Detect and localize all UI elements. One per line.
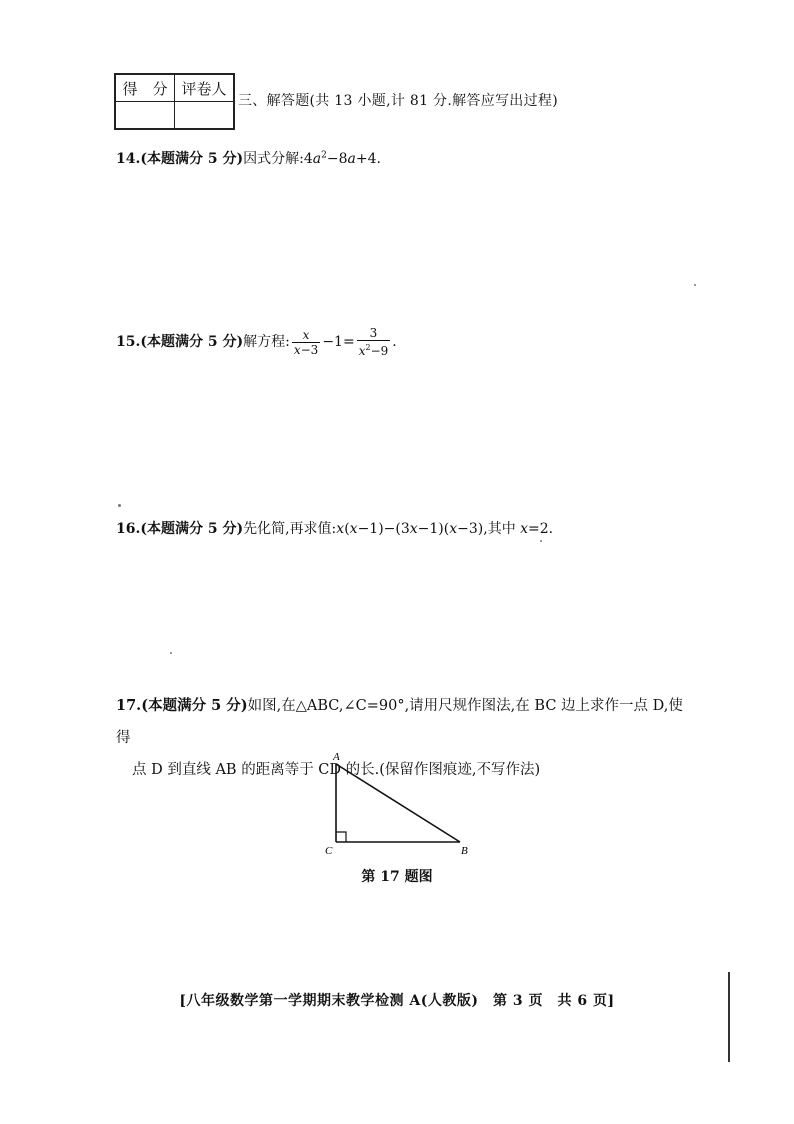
question-text-line2: 点 D 到直线 AB 的距离等于 CD 的长.(保留作图痕迹,不写作法) bbox=[132, 762, 541, 778]
question-points: (本题满分 5 分) bbox=[140, 521, 244, 537]
side-ab bbox=[336, 764, 460, 842]
question-text-line1: 如图,在△ABC,∠C=90°,请用尺规作图法,在 BC 边上求作一点 D,使得 bbox=[116, 698, 683, 746]
question-number: 17. bbox=[116, 697, 142, 714]
question-16 bbox=[116, 518, 553, 538]
question-number: 16. bbox=[116, 521, 141, 537]
scan-speck bbox=[694, 284, 696, 286]
label-a: A bbox=[333, 751, 340, 763]
score-header: 得 分 bbox=[115, 74, 175, 102]
figure-caption: 第 17 题图 bbox=[361, 869, 433, 885]
grader-header: 评卷人 bbox=[175, 74, 235, 102]
scan-speck bbox=[118, 504, 121, 507]
question-number: 14. bbox=[116, 151, 141, 167]
math-equation: $\frac{x}{x-3}$ −1= $\frac{3}{x^2-9}$ . bbox=[293, 326, 397, 358]
question-15 bbox=[116, 326, 397, 358]
score-table bbox=[114, 73, 235, 130]
right-angle-mark bbox=[336, 832, 346, 842]
margin-line bbox=[728, 972, 730, 1062]
label-b: B bbox=[461, 845, 468, 857]
section-heading: 三、解答题(共 13 小题,计 81 分.解答应写出过程) bbox=[238, 93, 558, 109]
question-text: 解方程: bbox=[243, 334, 290, 350]
page-footer: [八年级数学第一学期期末教学检测 A(人教版) 第 3 页 共 6 页] bbox=[179, 993, 615, 1009]
math-expression: $4a^2-8a+4$. bbox=[303, 150, 381, 167]
question-points: (本题满分 5 分) bbox=[140, 334, 244, 350]
question-14 bbox=[116, 148, 381, 168]
question-text: 因式分解: bbox=[243, 151, 304, 167]
question-points: (本题满分 5 分) bbox=[140, 151, 244, 167]
question-number: 15. bbox=[116, 334, 141, 350]
grader-cell bbox=[175, 102, 235, 130]
math-expression: x(x−1)−(3x−1)(x−3),其中 x=2. bbox=[336, 521, 554, 537]
triangle-figure bbox=[320, 748, 480, 858]
scan-speck bbox=[540, 540, 542, 542]
question-points: (本题满分 5 分) bbox=[141, 697, 248, 714]
scan-speck bbox=[170, 652, 172, 654]
score-cell bbox=[115, 102, 175, 130]
question-text: 先化简,再求值: bbox=[243, 521, 337, 537]
label-c: C bbox=[325, 845, 333, 857]
